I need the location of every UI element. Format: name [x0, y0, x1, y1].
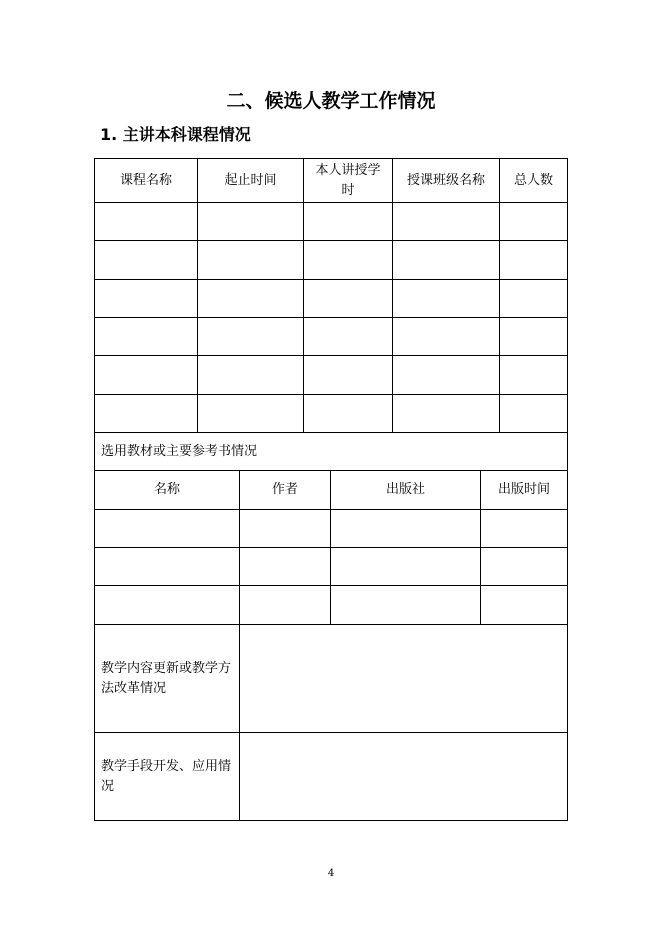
section-title: 1. 主讲本科课程情况	[100, 125, 251, 144]
textbook-header-author: 作者	[271, 482, 298, 497]
page-title: 二、候选人教学工作情况	[226, 90, 436, 112]
teaching-reform-label: 教学内容更新或教学方法改革情况	[101, 660, 232, 696]
course-header-total: 总人数	[513, 172, 553, 188]
table-border-right	[567, 158, 568, 821]
teaching-means-field[interactable]	[240, 733, 567, 820]
textbook-section-label: 选用教材或主要参考书情况	[101, 443, 258, 459]
course-header-class: 授课班级名称	[406, 172, 485, 188]
course-header-name: 课程名称	[119, 172, 172, 188]
teaching-reform-field[interactable]	[240, 625, 567, 732]
course-header-hours: 本人讲授学时	[315, 162, 381, 198]
textbook-header-name: 名称	[153, 482, 180, 497]
table-divider	[94, 547, 568, 548]
textbook-header-date: 出版时间	[497, 482, 550, 497]
table-divider	[94, 240, 568, 241]
table-divider	[94, 202, 568, 203]
page-number: 4	[327, 868, 335, 879]
table-border-bottom	[94, 820, 568, 821]
table-divider	[94, 509, 568, 510]
table-divider	[94, 279, 568, 280]
course-header-period: 起止时间	[224, 172, 277, 188]
teaching-means-label: 教学手段开发、应用情况	[101, 758, 232, 794]
textbook-header-publisher: 出版社	[385, 482, 425, 497]
table-divider	[94, 394, 568, 395]
table-divider	[94, 355, 568, 356]
table-divider	[94, 585, 568, 586]
table-divider	[94, 317, 568, 318]
